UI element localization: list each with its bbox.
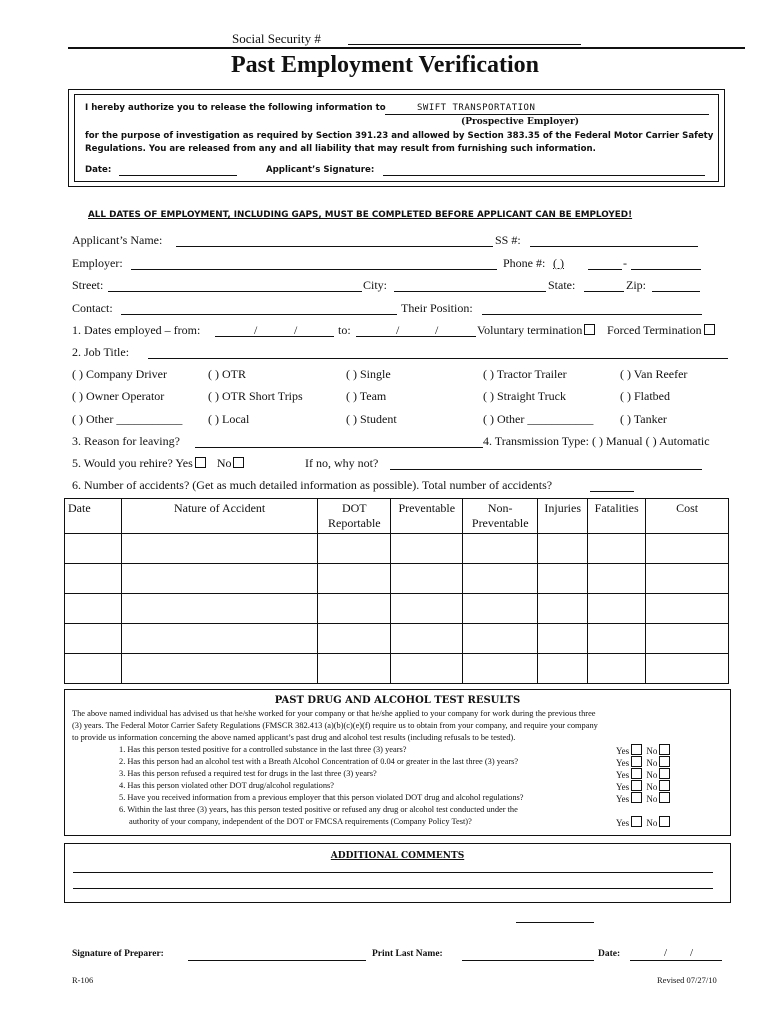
to-label: to: — [338, 323, 351, 337]
reason-leaving-label: 3. Reason for leaving? — [72, 434, 180, 448]
table-row[interactable] — [65, 564, 729, 594]
why-not-label: If no, why not? — [305, 456, 379, 470]
q2-yes-checkbox[interactable] — [631, 756, 642, 767]
option-tanker[interactable]: ( ) Tanker — [620, 412, 667, 426]
yes-label: Yes — [616, 794, 630, 804]
date-to-slash-2: / — [435, 323, 439, 337]
comments-line-1[interactable] — [73, 872, 713, 873]
accidents-label: 6. Number of accidents? (Get as much detailed information as possible). Total number of accidents? — [72, 478, 553, 492]
authorization-box — [74, 94, 719, 182]
dates-employed-label: 1. Dates employed – from: — [72, 323, 201, 337]
q1-no-checkbox[interactable] — [659, 744, 670, 755]
rehire-yes-checkbox[interactable] — [195, 457, 206, 468]
auth-text-1: I hereby authorize you to release the following information to — [85, 103, 386, 113]
state-field[interactable] — [584, 291, 624, 292]
drug-question-3: 3. Has this person refused a required test for drugs in the last three (3) years? — [119, 769, 377, 778]
total-accidents-field[interactable] — [590, 491, 634, 492]
zip-field[interactable] — [652, 291, 700, 292]
footer-date-slash-1: / — [664, 947, 668, 959]
transmission-type-label[interactable]: 4. Transmission Type: ( ) Manual ( ) Automatic — [483, 434, 710, 448]
phone-number-field[interactable] — [631, 269, 701, 270]
yes-label: Yes — [616, 818, 630, 828]
yes-label: Yes — [616, 782, 630, 792]
col-injuries: Injuries — [538, 499, 588, 534]
zip-label: Zip: — [626, 278, 646, 292]
q2-no-checkbox[interactable] — [659, 756, 670, 767]
drug-question-2: 2. Has this person had an alcohol test with a Breath Alcohol Concentration of 0.04 or greater in the last three (3) years? — [119, 757, 519, 766]
option-otr-short-trips[interactable]: ( ) OTR Short Trips — [208, 389, 303, 403]
auth-date-label: Date: — [85, 165, 112, 175]
contact-field[interactable] — [121, 314, 397, 315]
accident-table-header — [65, 499, 729, 534]
q6-no-checkbox[interactable] — [659, 816, 670, 827]
option-straight-truck[interactable]: ( ) Straight Truck — [483, 389, 567, 403]
prospective-employer-value: SWIFT TRANSPORTATION — [417, 103, 536, 113]
footer-date-label: Date: — [598, 949, 621, 959]
ssn-field[interactable] — [348, 44, 581, 45]
option-team[interactable]: ( ) Team — [346, 389, 387, 403]
no-label: No — [646, 746, 658, 756]
voluntary-termination-option — [477, 323, 597, 338]
why-not-field[interactable] — [390, 469, 702, 470]
no-label: No — [646, 758, 658, 768]
rehire-no-label: No — [216, 456, 232, 470]
q5-no-checkbox[interactable] — [659, 792, 670, 803]
rehire-no-checkbox[interactable] — [233, 457, 244, 468]
prospective-employer-caption: (Prospective Employer) — [461, 117, 580, 127]
street-label: Street: — [72, 278, 104, 292]
footer-date-slash-2: / — [690, 947, 694, 959]
col-preventable: Preventable — [391, 499, 463, 534]
accident-table — [64, 498, 729, 684]
street-field[interactable] — [108, 291, 362, 292]
col-cost: Cost — [646, 499, 729, 534]
q4-answers — [616, 780, 672, 792]
option-owner-operator[interactable]: ( ) Owner Operator — [72, 389, 165, 403]
option-student[interactable]: ( ) Student — [346, 412, 397, 426]
q6-yes-checkbox[interactable] — [631, 816, 642, 827]
q3-yes-checkbox[interactable] — [631, 768, 642, 779]
option-tractor-trailer[interactable]: ( ) Tractor Trailer — [483, 367, 567, 381]
option-otr[interactable]: ( ) OTR — [208, 367, 246, 381]
drug-question-1: 1. Has this person tested positive for a controlled substance in the last three (3) years? — [119, 745, 407, 754]
option-flatbed[interactable]: ( ) Flatbed — [620, 389, 670, 403]
auth-text-3: Regulations. You are released from any and all liability that may result from furnishing such information. — [85, 144, 596, 154]
q2-answers — [616, 756, 672, 768]
drug-intro-2: (3) years. The Federal Motor Carrier Safety Regulations (FMSCR 382.413 (a)(b)(c)(e)(f) require us to obtain from your company, and require your company — [72, 721, 598, 730]
option-other-driver[interactable]: ( ) Other ___________ — [72, 412, 183, 426]
prospective-employer-field[interactable] — [385, 114, 709, 115]
drug-alcohol-box — [64, 689, 731, 836]
phone-area-code: ( ) — [553, 256, 564, 270]
phone-label: Phone #: — [503, 256, 546, 270]
q5-answers — [616, 792, 672, 804]
employer-field[interactable] — [131, 269, 497, 270]
q3-no-checkbox[interactable] — [659, 768, 670, 779]
col-nature: Nature of Accident — [121, 499, 317, 534]
yes-label: Yes — [616, 758, 630, 768]
forced-termination-label: Forced Termination — [607, 323, 702, 337]
q1-yes-checkbox[interactable] — [631, 744, 642, 755]
auth-text-2: for the purpose of investigation as required by Section 391.23 and allowed by Section 383.35 of the Federal Motor Carrier Safety — [85, 131, 714, 141]
applicant-signature-label: Applicant’s Signature: — [266, 165, 375, 175]
drug-alcohol-title: PAST DRUG AND ALCOHOL TEST RESULTS — [274, 695, 521, 706]
additional-comments-title: ADDITIONAL COMMENTS — [330, 851, 465, 861]
footer-date-field[interactable] — [630, 960, 722, 961]
drug-intro-1: The above named individual has advised us that he/she worked for your company or that he/she applied to your company for work during the previous three — [72, 709, 596, 718]
contact-label: Contact: — [72, 301, 113, 315]
city-field[interactable] — [394, 291, 546, 292]
forced-termination-option — [607, 323, 717, 338]
q4-no-checkbox[interactable] — [659, 780, 670, 791]
date-to-slash-1: / — [396, 323, 400, 337]
their-position-field[interactable] — [482, 314, 702, 315]
phone-dash: - — [623, 256, 627, 270]
reason-leaving-field[interactable] — [195, 447, 483, 448]
print-last-name-label: Print Last Name: — [372, 949, 443, 959]
their-position-label: Their Position: — [401, 301, 473, 315]
option-van-reefer[interactable]: ( ) Van Reefer — [620, 367, 688, 381]
date-from-slash-1: / — [254, 323, 258, 337]
header-rule — [68, 47, 745, 49]
applicant-name-field[interactable] — [176, 246, 493, 247]
table-row[interactable] — [65, 594, 729, 624]
ssn-label: Social Security # — [232, 31, 321, 46]
date-to-field[interactable] — [356, 336, 476, 337]
option-single[interactable]: ( ) Single — [346, 367, 391, 381]
drug-intro-3: to provide us information concerning the above named applicant’s past drug and alcohol test results (including refusals to be tested). — [72, 733, 516, 742]
rehire-label: 5. Would you rehire? Yes — [72, 456, 193, 470]
no-label: No — [646, 818, 658, 828]
q1-answers — [616, 744, 672, 756]
drug-question-6: 6. Within the last three (3) years, has this person tested positive or refused any drug or alcohol test conducted under the — [119, 805, 518, 814]
voluntary-termination-label: Voluntary termination — [477, 323, 583, 337]
job-title-field[interactable] — [148, 358, 728, 359]
preparer-signature-label: Signature of Preparer: — [72, 949, 164, 959]
table-row[interactable] — [65, 534, 729, 564]
date-from-slash-2: / — [294, 323, 298, 337]
form-id: R-106 — [72, 975, 94, 985]
col-non-preventable: Non- Preventable — [463, 499, 538, 534]
q5-yes-checkbox[interactable] — [631, 792, 642, 803]
col-date: Date — [65, 499, 122, 534]
applicant-signature-field[interactable] — [383, 175, 705, 176]
ss-label: SS #: — [495, 233, 521, 247]
state-label: State: — [548, 278, 576, 292]
separator-line — [516, 922, 594, 923]
print-last-name-field[interactable] — [462, 960, 594, 961]
drug-question-6-cont: authority of your company, independent of the DOT or FMCSA requirements (Company Policy Test)? — [129, 817, 472, 826]
col-dot-reportable: DOT Reportable — [318, 499, 391, 534]
page-title: Past Employment Verification — [231, 52, 539, 78]
job-title-label: 2. Job Title: — [72, 345, 130, 359]
applicant-name-label: Applicant’s Name: — [72, 233, 163, 247]
voluntary-termination-checkbox[interactable] — [584, 324, 595, 335]
employer-label: Employer: — [72, 256, 123, 270]
option-local[interactable]: ( ) Local — [208, 412, 250, 426]
col-fatalities: Fatalities — [588, 499, 646, 534]
option-other-equipment[interactable]: ( ) Other ___________ — [483, 412, 594, 426]
additional-comments-box — [64, 843, 731, 903]
rehire-question — [72, 456, 246, 471]
employment-notice: ALL DATES OF EMPLOYMENT, INCLUDING GAPS, MUST BE COMPLETED BEFORE APPLICANT CAN BE EMPLOYED! — [88, 210, 633, 220]
q6-answers — [616, 816, 672, 828]
drug-question-5: 5. Have you received information from a previous employer that this person violated DOT drug and alcohol regulations? — [119, 793, 524, 802]
q4-yes-checkbox[interactable] — [631, 780, 642, 791]
auth-date-field[interactable] — [119, 175, 237, 176]
yes-label: Yes — [616, 770, 630, 780]
date-from-field[interactable] — [215, 336, 334, 337]
table-row[interactable] — [65, 624, 729, 654]
forced-termination-checkbox[interactable] — [704, 324, 715, 335]
drug-question-4: 4. Has this person violated other DOT drug/alcohol regulations? — [119, 781, 334, 790]
table-row[interactable] — [65, 654, 729, 684]
no-label: No — [646, 770, 658, 780]
no-label: No — [646, 782, 658, 792]
revision-date: Revised 07/27/10 — [657, 975, 717, 985]
city-label: City: — [363, 278, 388, 292]
option-company-driver[interactable]: ( ) Company Driver — [72, 367, 167, 381]
no-label: No — [646, 794, 658, 804]
ss-field[interactable] — [530, 246, 698, 247]
phone-prefix-field[interactable] — [588, 269, 622, 270]
preparer-signature-field[interactable] — [188, 960, 366, 961]
comments-line-2[interactable] — [73, 888, 713, 889]
yes-label: Yes — [616, 746, 630, 756]
q3-answers — [616, 768, 672, 780]
